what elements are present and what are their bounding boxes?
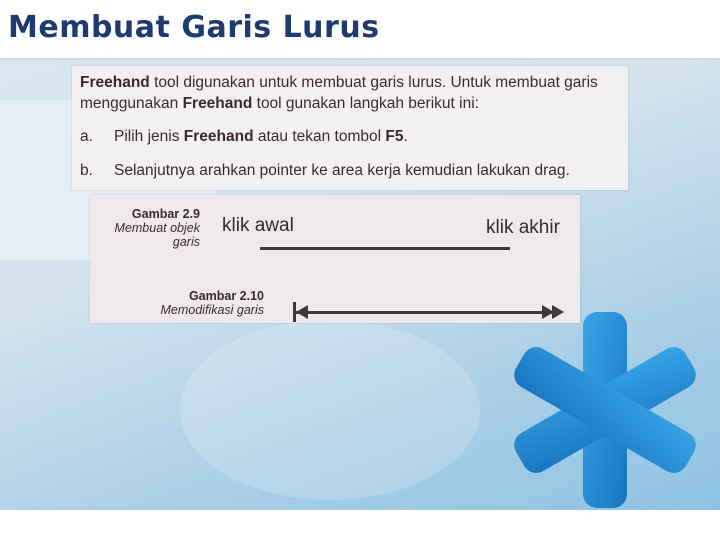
figure-caption-line: garis (172, 235, 200, 249)
asterisk-decoration (505, 310, 705, 510)
title-bar (0, 0, 720, 60)
step-text: . (403, 128, 408, 145)
step-marker: b. (80, 162, 93, 179)
freehand-term: Freehand (183, 128, 254, 145)
step-text: Selanjutnya arahkan pointer ke area kerja kemudian lakukan drag. (114, 162, 570, 179)
arrow-right-icon (552, 305, 564, 319)
figure-2-9-caption (100, 207, 200, 249)
start-click-label: klik awal (222, 215, 294, 236)
step-text: Pilih jenis (114, 128, 184, 145)
straight-line (260, 247, 510, 250)
step-b (80, 162, 570, 180)
intro-paragraph (80, 72, 620, 114)
figure-caption-line: Memodifikasi garis (160, 303, 264, 317)
intro-text: tool gunakan langkah berikut ini: (252, 95, 479, 112)
slide-title: Membuat Garis Lurus (8, 10, 380, 45)
shortcut-key: F5 (385, 128, 404, 145)
freehand-term: Freehand (80, 74, 150, 91)
step-marker: a. (80, 128, 93, 145)
modified-line (296, 311, 556, 314)
step-a (80, 128, 408, 146)
textbook-excerpt (72, 66, 628, 190)
background-shape (180, 320, 480, 500)
figure-number: Gambar 2.9 (131, 207, 200, 221)
bottom-strip (0, 510, 720, 540)
step-text: atau tekan tombol (253, 128, 386, 145)
intro-text: tool digunakan untuk membuat garis lurus. Untuk membuat garis menggunakan (80, 74, 598, 112)
freehand-term: Freehand (182, 95, 253, 112)
figure-number: Gambar 2.10 (188, 289, 264, 303)
end-click-label: klik akhir (486, 217, 560, 238)
figure-caption-line: Membuat objek (114, 221, 200, 235)
figure-panel (90, 195, 580, 323)
figure-2-10-caption (150, 289, 264, 317)
